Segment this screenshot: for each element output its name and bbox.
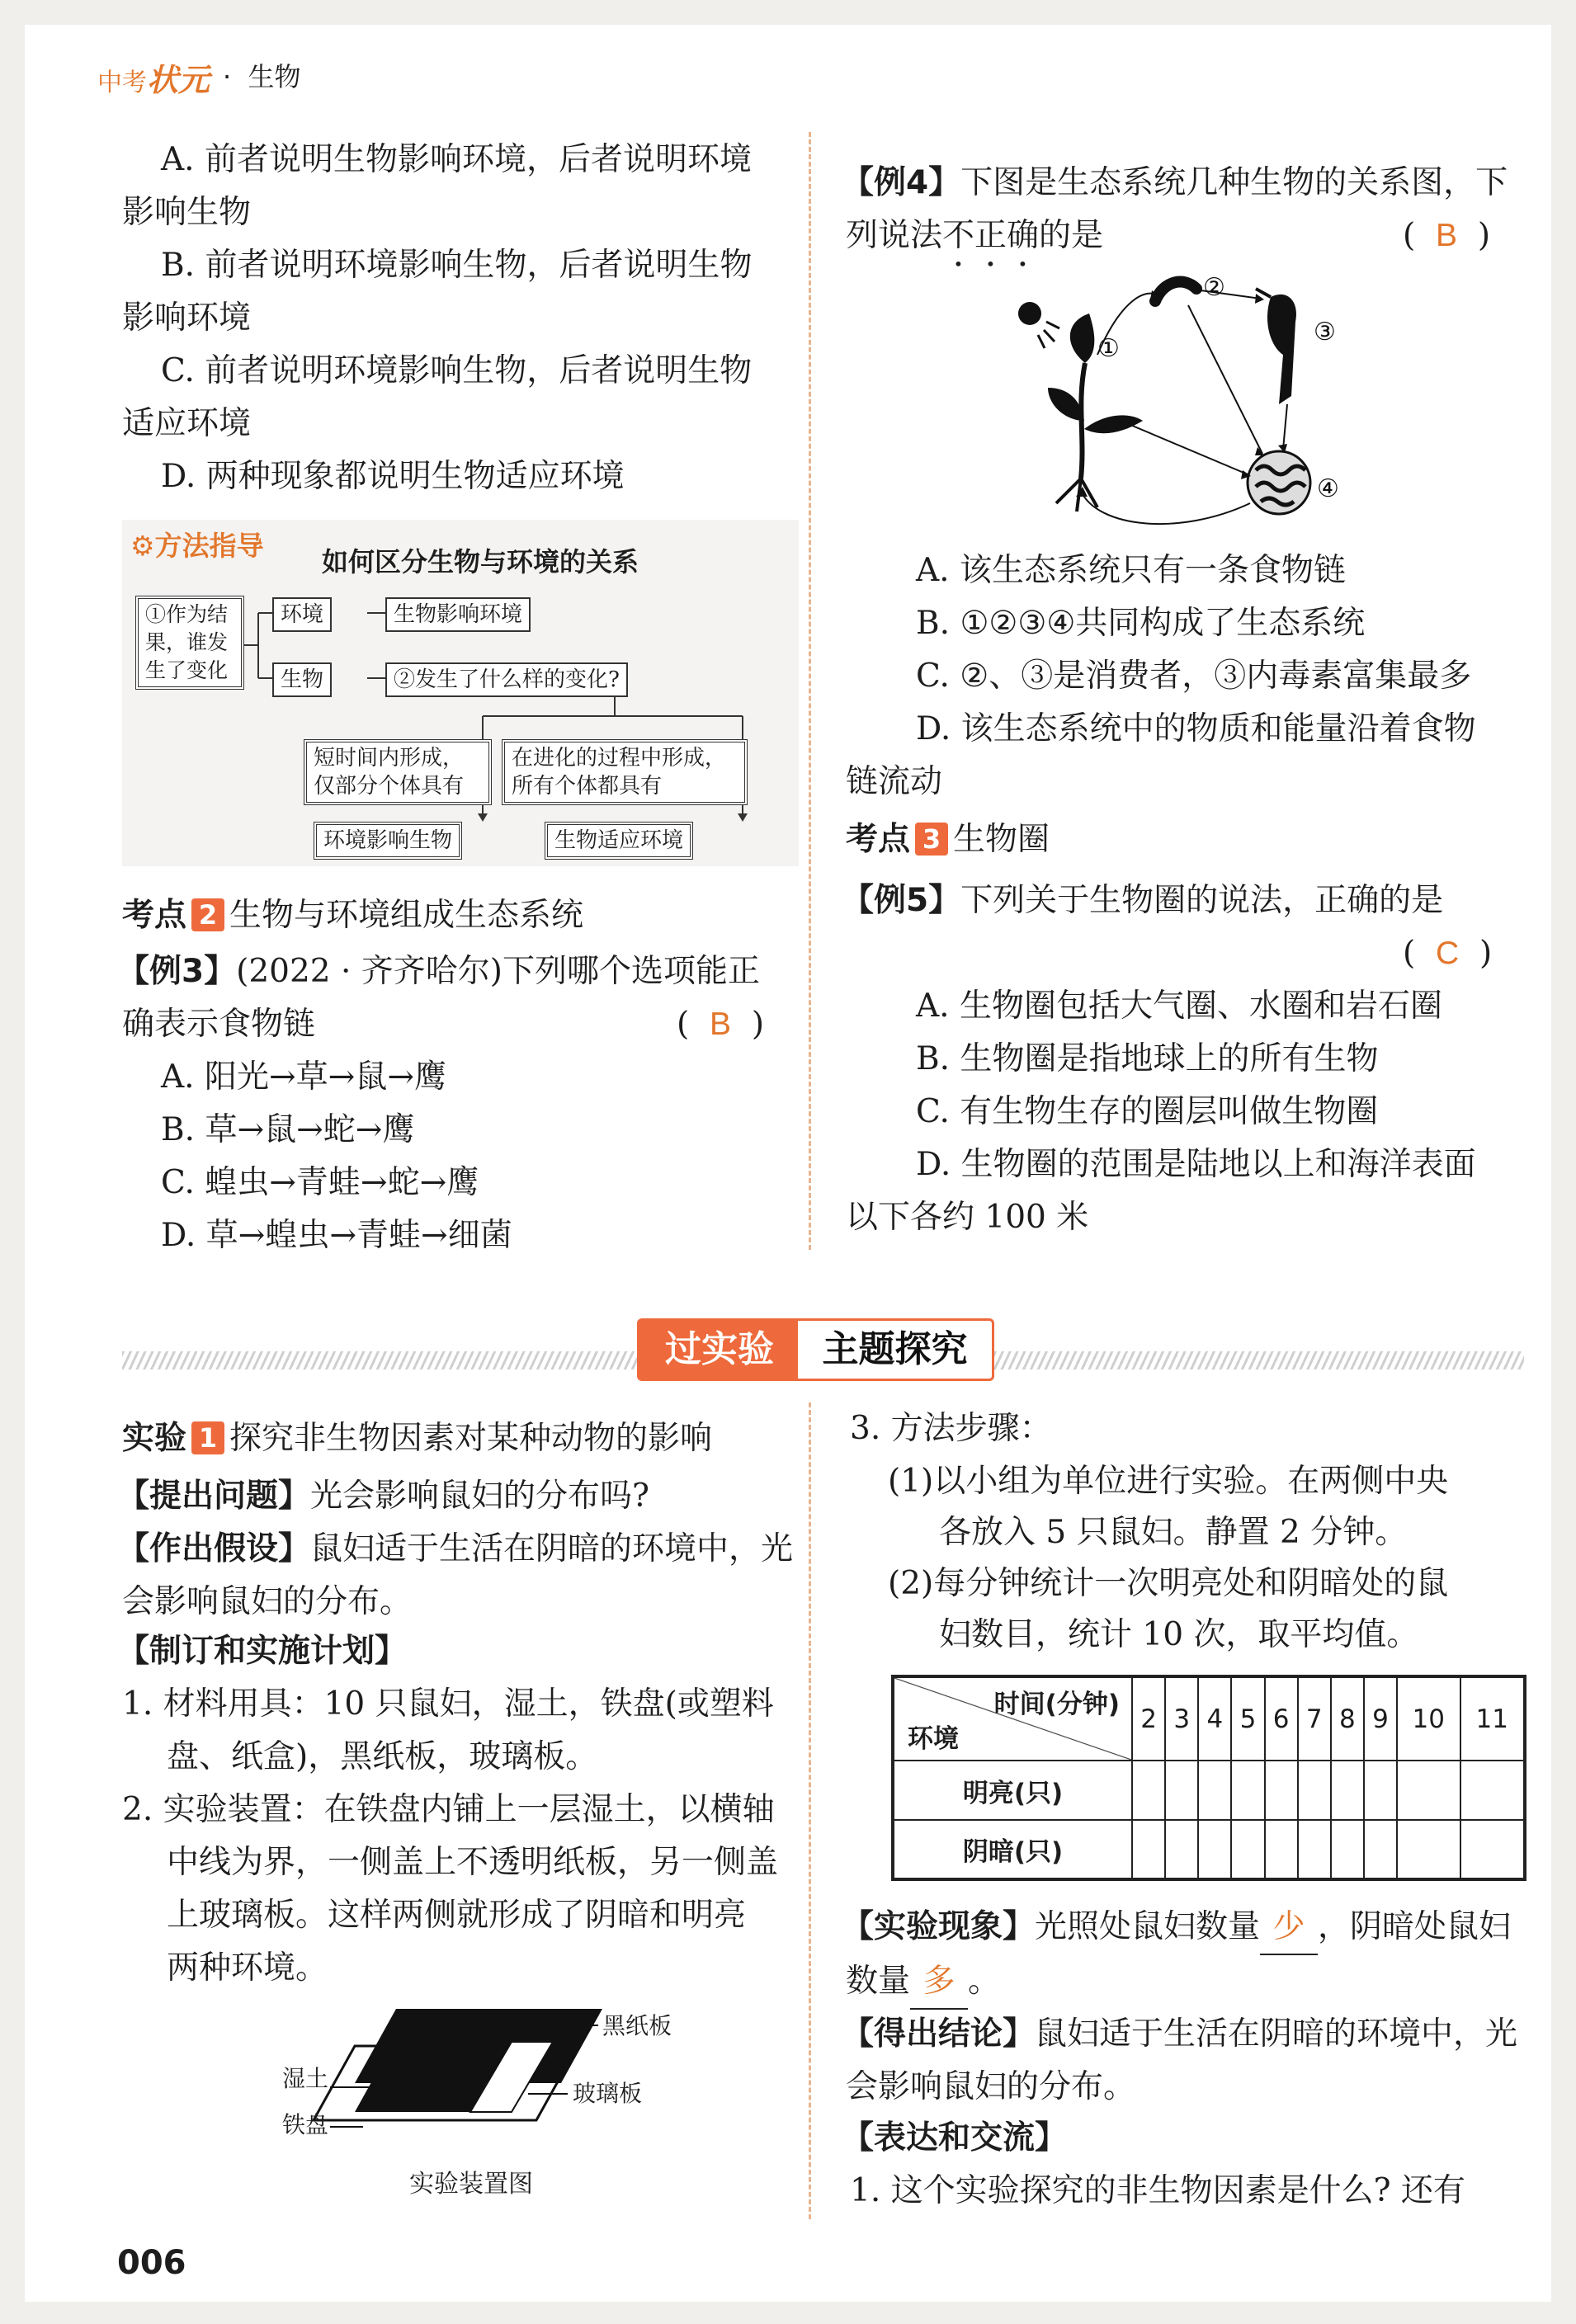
table-cell	[1298, 1820, 1331, 1879]
column-divider-2	[809, 1402, 811, 2219]
experiment-badge: 1	[191, 1421, 224, 1454]
fig-label-black-board: 黑纸板	[602, 2012, 672, 2039]
fig-label-soil: 湿土	[282, 2065, 329, 2092]
col-header: 10	[1397, 1676, 1460, 1761]
phenomenon-text1: 光照处鼠妇数量	[1035, 1908, 1261, 1945]
plan-item-2-cont2: 上玻璃板。这样两侧就形成了阴暗和明亮	[167, 1897, 747, 1934]
brand-big: 状元	[147, 62, 210, 98]
kaodian-badge: 3	[915, 823, 948, 856]
page-number: 006	[117, 2244, 186, 2282]
answer-blank-bright: 少	[1260, 1901, 1318, 1955]
conclusion-tag: 【得出结论】	[842, 2015, 1036, 2053]
row-label-bright: 明亮(只)	[893, 1761, 1132, 1820]
col-header: 6	[1265, 1676, 1298, 1761]
step-1-line1: (1)以小组为单位进行实验。在两侧中央	[888, 1463, 1449, 1500]
caterpillar-icon	[1155, 282, 1196, 301]
phenomenon-text3: 数量	[846, 1963, 911, 2000]
hypothesis-line1	[117, 1523, 793, 1576]
example-4-line1	[842, 157, 1508, 210]
table-cell	[1265, 1761, 1298, 1820]
example-3-option-b: B. 草→鼠→蛇→鹰	[161, 1111, 415, 1148]
option-d: D. 两种现象都说明生物适应环境	[161, 458, 625, 495]
example-5-option-b: B. 生物圈是指地球上的所有生物	[916, 1040, 1379, 1077]
example-5-line1	[842, 874, 1443, 927]
table-cell	[1231, 1820, 1264, 1879]
option-b: B. 前者说明环境影响生物，后者说明生物	[161, 247, 753, 284]
example-5-tag: 【例5】	[842, 882, 961, 919]
label-4: ④	[1317, 474, 1339, 503]
example-4-post: 的是	[1039, 217, 1104, 254]
table-cell	[1198, 1761, 1231, 1820]
example-4-tag: 【例4】	[842, 164, 961, 201]
example-4-option-b: B. ①②③④共同构成了生态系统	[916, 605, 1366, 642]
answer-b: B	[1436, 218, 1458, 253]
table-cell	[1331, 1761, 1364, 1820]
paren-close: )	[1477, 217, 1491, 254]
example-4-option-d: D. 该生态系统中的物质和能量沿着食物	[916, 710, 1476, 747]
example-5-option-d: D. 生物圈的范围是陆地以上和海洋表面	[916, 1146, 1476, 1183]
brand-small: 中考	[97, 68, 147, 97]
fig-caption: 实验装置图	[409, 2170, 533, 2199]
table-cell	[1397, 1761, 1460, 1820]
example-3-answer	[677, 998, 764, 1051]
table-cell	[1460, 1761, 1525, 1820]
plan-item-1-cont: 盘、纸盒)，黑纸板，玻璃板。	[167, 1738, 598, 1775]
label-3: ③	[1314, 318, 1336, 346]
experiment-label: 实验	[122, 1420, 187, 1457]
evolution-box: 在进化的过程中形成，所有个体都具有	[502, 739, 748, 805]
experiment-title: 探究非生物因素对某种动物的影响	[229, 1420, 713, 1457]
col-header: 7	[1298, 1676, 1331, 1761]
example-3-line2: 确表示食物链	[122, 1006, 316, 1043]
table-corner-cell	[893, 1676, 1132, 1761]
plan-item-2-cont3: 两种环境。	[167, 1949, 328, 1987]
step-2-line1: (2)每分钟统计一次明亮处和阴暗处的鼠	[888, 1565, 1449, 1602]
banner-stripe-left	[122, 1351, 644, 1369]
fig-label-glass: 玻璃板	[573, 2080, 643, 2107]
kaodian-title: 生物圈	[953, 821, 1050, 858]
option-a: A. 前者说明生物影响环境，后者说明环境	[161, 141, 752, 178]
hypothesis-line2: 会影响鼠妇的分布。	[122, 1583, 413, 1620]
sun-icon	[1018, 302, 1059, 348]
example-3-option-c: C. 蝗虫→青蛙→蛇→鹰	[161, 1164, 479, 1201]
table-cell	[1165, 1761, 1198, 1820]
col-header: 8	[1331, 1676, 1364, 1761]
header-separator: ·	[223, 61, 232, 92]
example-5-answer	[1403, 927, 1492, 980]
paren-open: (	[1403, 935, 1416, 972]
change-question-box: ②发生了什么样的变化?	[385, 662, 628, 697]
header-time: 时间(分钟)	[993, 1690, 1120, 1719]
option-c: C. 前者说明环境影响生物，后者说明生物	[161, 352, 753, 389]
col-header: 5	[1231, 1676, 1264, 1761]
observation-table	[891, 1675, 1526, 1881]
env-box: 环境	[272, 597, 332, 632]
bird-icon	[1256, 289, 1296, 404]
col-header: 9	[1364, 1676, 1397, 1761]
col-header: 11	[1460, 1676, 1525, 1761]
example-4-emphasis: 不正确	[942, 217, 1040, 254]
conclusion-line1	[842, 2008, 1517, 2061]
table-cell	[1331, 1820, 1364, 1879]
method-label-text: 方法指导	[154, 530, 264, 562]
result-change-box: ①作为结果，谁发生了变化	[135, 596, 244, 690]
banner-left-label: 过实验	[637, 1318, 802, 1381]
example-5-option-d-cont: 以下各约 100 米	[846, 1199, 1089, 1236]
table-cell	[1460, 1820, 1525, 1879]
conclusion-line2: 会影响鼠妇的分布。	[846, 2068, 1136, 2105]
banner-right-label: 主题探究	[798, 1318, 994, 1381]
method-guide-title: 如何区分生物与环境的关系	[322, 546, 639, 577]
phenomenon-tag: 【实验现象】	[842, 1908, 1036, 1945]
row-label-dark: 阴暗(只)	[893, 1820, 1132, 1879]
bio-adapts-env-box: 生物适应环境	[545, 822, 693, 860]
table-cell	[1165, 1820, 1198, 1879]
plan-tag: 【制订和实施计划】	[117, 1633, 408, 1670]
col-header: 2	[1132, 1676, 1165, 1761]
table-cell	[1364, 1820, 1397, 1879]
fig-label-tray: 铁盘	[282, 2111, 329, 2138]
example-5-option-c: C. 有生物生存的圈层叫做生物圈	[916, 1093, 1379, 1130]
step-1-line2: 各放入 5 只鼠妇。静置 2 分钟。	[939, 1514, 1408, 1551]
example-3-tag: 【例3】	[117, 953, 237, 990]
col-header: 4	[1198, 1676, 1231, 1761]
table-cell	[1132, 1820, 1165, 1879]
kaodian-3-heading	[846, 813, 1050, 866]
phenomenon-line1	[842, 1901, 1511, 1955]
label-1: ①	[1097, 334, 1120, 363]
decomposer-icon	[1248, 451, 1310, 514]
plant-icon	[1048, 313, 1143, 511]
table-cell	[1364, 1761, 1397, 1820]
kaodian-label: 考点	[122, 897, 187, 934]
example-5-text1: 下列关于生物圈的说法，正确的是	[960, 882, 1444, 919]
example-4-answer	[1403, 210, 1490, 262]
plan-item-2-cont1: 中线为界，一侧盖上不透明纸板，另一侧盖	[167, 1844, 779, 1881]
paren-open: (	[1403, 217, 1416, 254]
table-cell	[1397, 1820, 1460, 1879]
expression-question-1: 1. 这个实验探究的非生物因素是什么? 还有	[850, 2172, 1465, 2209]
col-header: 3	[1165, 1676, 1198, 1761]
plan-item-1: 1. 材料用具：10 只鼠妇，湿土，铁盘(或塑料	[122, 1685, 774, 1723]
example-4-option-c: C. ②、③是消费者，③内毒素富集最多	[916, 658, 1472, 695]
table-cell	[1231, 1761, 1264, 1820]
textbook-page	[25, 25, 1551, 2302]
paren-open: (	[677, 1006, 690, 1043]
banner-stripe-right	[994, 1351, 1524, 1369]
step-2-line2: 妇数目，统计 10 次，取平均值。	[939, 1616, 1419, 1653]
phenomenon-line2	[846, 1955, 1000, 2010]
kaodian-title: 生物与环境组成生态系统	[229, 897, 584, 934]
phenomenon-text4: 。	[968, 1963, 1001, 2000]
question-text: 光会影响鼠妇的分布吗?	[310, 1478, 649, 1515]
conclusion-text1: 鼠妇适于生活在阴暗的环境中，光	[1035, 2015, 1518, 2053]
steps-title: 3. 方法步骤：	[850, 1410, 1052, 1447]
header-env: 环境	[908, 1724, 959, 1754]
option-c-cont: 适应环境	[122, 405, 252, 442]
hypothesis-tag: 【作出假设】	[117, 1530, 311, 1567]
example-4-pre: 列说法	[846, 217, 943, 254]
table-cell	[1265, 1820, 1298, 1879]
option-a-cont: 影响生物	[122, 194, 252, 231]
answer-c: C	[1436, 936, 1460, 971]
bio-box: 生物	[272, 662, 332, 697]
paren-close: )	[1479, 935, 1493, 972]
expression-tag: 【表达和交流】	[842, 2119, 1068, 2157]
gear-icon: ⚙	[130, 530, 155, 562]
subject-label: 生物	[248, 61, 301, 92]
example-3-option-a: A. 阳光→草→鼠→鹰	[161, 1058, 446, 1096]
env-effect-box: 生物影响环境	[385, 597, 531, 632]
hypothesis-text1: 鼠妇适于生活在阴暗的环境中，光	[310, 1530, 794, 1567]
experiment-1-heading	[122, 1412, 712, 1465]
example-3-option-d: D. 草→蝗虫→青蛙→细菌	[161, 1217, 512, 1254]
kaodian-badge: 2	[191, 898, 224, 931]
table-cell	[1298, 1761, 1331, 1820]
example-3-line1	[117, 945, 760, 998]
example-4-text1: 下图是生态系统几种生物的关系图，下	[960, 164, 1508, 201]
paren-close: )	[751, 1006, 765, 1043]
table-cell	[1132, 1761, 1165, 1820]
example-4-option-d-cont: 链流动	[846, 763, 943, 800]
answer-blank-dark: 多	[910, 1955, 968, 2010]
answer-b: B	[710, 1006, 732, 1042]
example-3-text1: (2022 · 齐齐哈尔)下列哪个选项能正	[236, 953, 761, 990]
env-affects-bio-box: 环境影响生物	[314, 822, 462, 860]
table-cell	[1198, 1820, 1231, 1879]
label-2: ②	[1203, 273, 1225, 302]
plan-item-2: 2. 实验装置：在铁盘内铺上一层湿土，以横轴	[122, 1791, 775, 1828]
example-4-option-a: A. 该生态系统只有一条食物链	[916, 552, 1346, 589]
option-b-cont: 影响环境	[122, 299, 252, 337]
question-tag: 【提出问题】	[117, 1478, 311, 1515]
phenomenon-text2: ，阴暗处鼠妇	[1318, 1908, 1512, 1945]
question-line	[117, 1470, 649, 1523]
short-time-box: 短时间内形成，仅部分个体具有	[304, 739, 492, 805]
kaodian-label: 考点	[846, 821, 911, 858]
example-5-option-a: A. 生物圈包括大气圈、水圈和岩石圈	[916, 988, 1442, 1025]
kaodian-2-heading	[122, 889, 583, 942]
ecosystem-diagram	[998, 264, 1394, 544]
